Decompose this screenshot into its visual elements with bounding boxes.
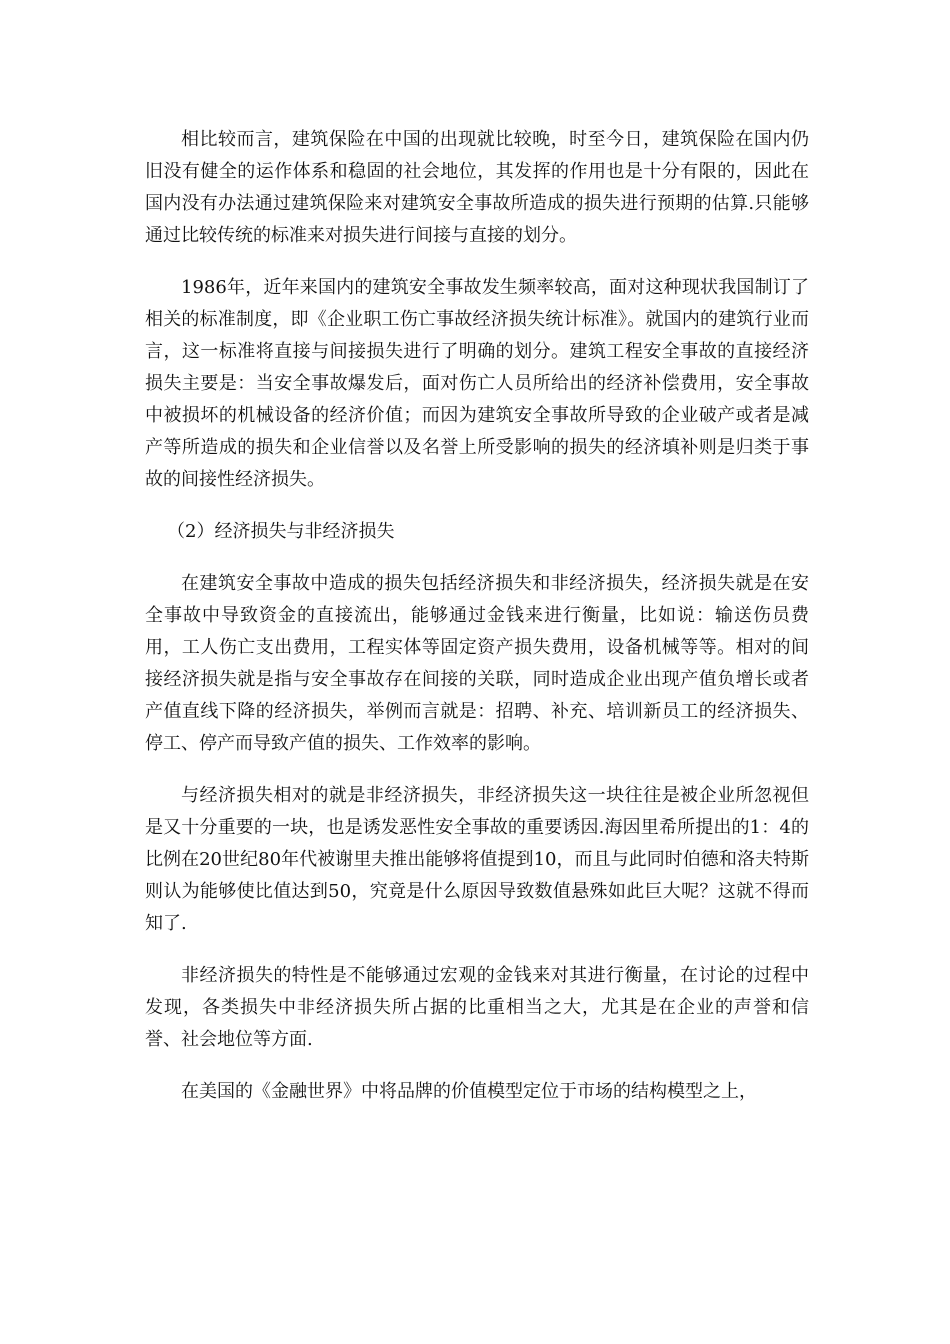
paragraph-insurance: 相比较而言，建筑保险在中国的出现就比较晚，时至今日，建筑保险在国内仍旧没有健全的运作体系和稳固的社会地位，其发挥的作用也是十分有限的，因此在国内没有办法通过建筑保险来对建筑安全事故所造成的损失进行预期的估算.只能够通过比较传统的标准来对损失进行间接与直接的划分。	[145, 129, 809, 246]
paragraph-standard-1986: 1986年，近年来国内的建筑安全事故发生频率较高，面对这种现状我国制订了相关的标准制度，即《企业职工伤亡事故经济损失统计标准》。就国内的建筑行业而言，这一标准将直接与间接损失进行了明确的划分。建筑工程安全事故的直接经济损失主要是：当安全事故爆发后，面对伤亡人员所给出的经济补偿费用，安全事故中被损坏的机械设备的经济价值；而因为建筑安全事故所导致的企业破产或者是减产等所造成的损失和企业信誉以及名誉上所受影响的损失的经济填补则是归类于事故的间接性经济损失。	[145, 277, 809, 490]
paragraph-economic-loss: 在建筑安全事故中造成的损失包括经济损失和非经济损失，经济损失就是在安全事故中导致资金的直接流出，能够通过金钱来进行衡量，比如说：输送伤员费用，工人伤亡支出费用，工程实体等固定资产损失费用，设备机械等等。相对的间接经济损失就是指与安全事故存在间接的关联，同时造成企业出现产值负增长或者产值直线下降的经济损失，举例而言就是：招聘、补充、培训新员工的经济损失、停工、停产而导致产值的损失、工作效率的影响。	[145, 573, 809, 754]
paragraph-non-economic-loss: 与经济损失相对的就是非经济损失，非经济损失这一块往往是被企业所忽视但是又十分重要的一块，也是诱发恶性安全事故的重要诱因.海因里希所提出的1：4的比例在20世纪80年代被谢里夫推出能够将值提到10，而且与此同时伯德和洛夫特斯则认为能够使比值达到50，究竟是什么原因导致数值悬殊如此巨大呢？这就不得而知了.	[145, 785, 809, 934]
section-heading: （2）经济损失与非经济损失	[167, 521, 395, 542]
paragraph-non-economic-characteristics: 非经济损失的特性是不能够通过宏观的金钱来对其进行衡量，在讨论的过程中发现，各类损失中非经济损失所占据的比重相当之大，尤其是在企业的声誉和信誉、社会地位等方面.	[145, 965, 809, 1050]
paragraph-financial-world: 在美国的《金融世界》中将品牌的价值模型定位于市场的结构模型之上，	[181, 1081, 757, 1102]
body-text	[145, 124, 809, 1108]
